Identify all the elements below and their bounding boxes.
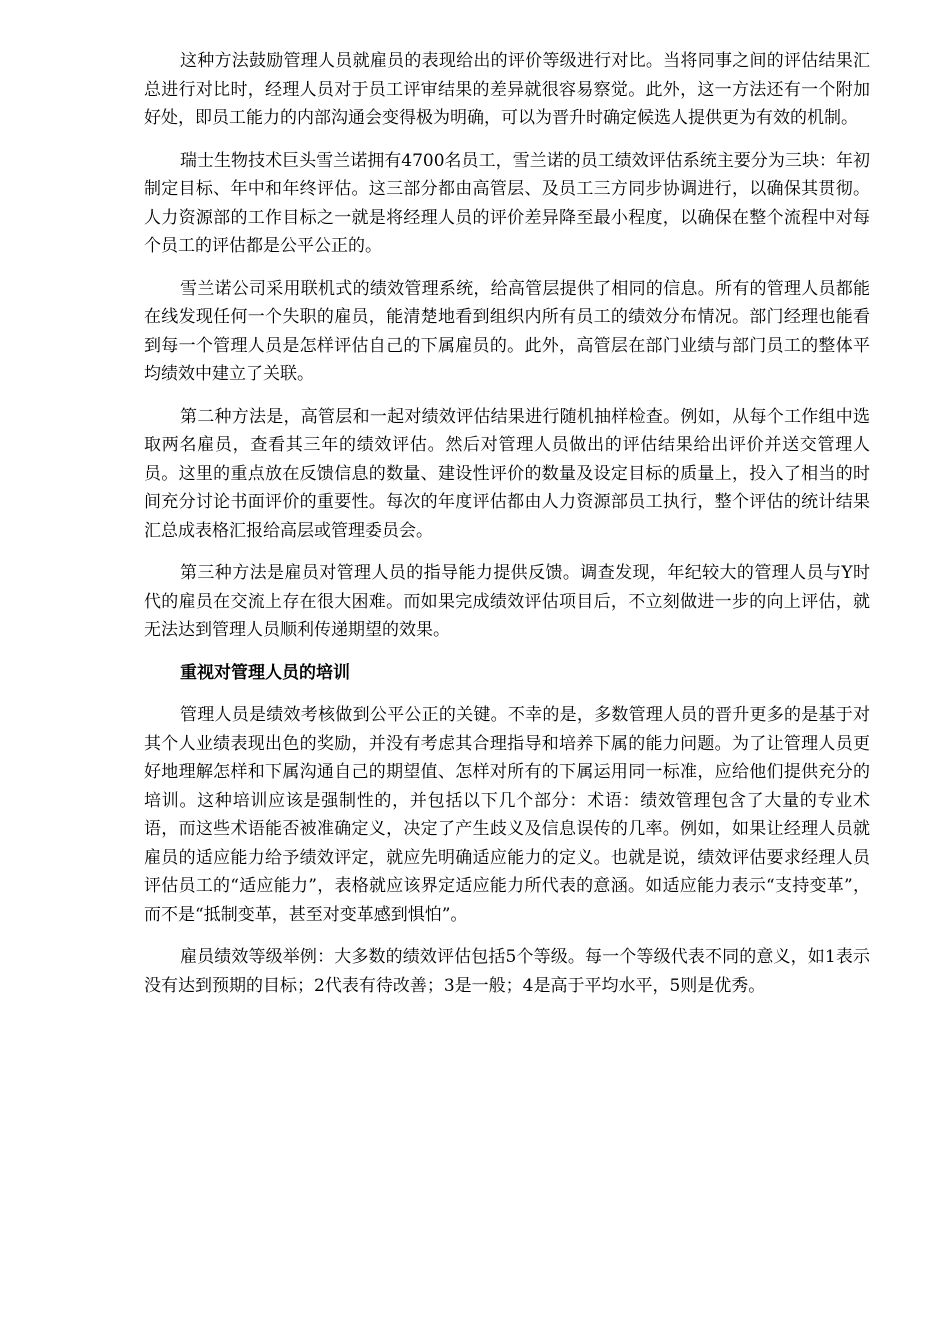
paragraph-peer-comparison: 这种方法鼓励管理人员就雇员的表现给出的评价等级进行对比。当将同事之间的评估结果汇总进行对比时，经理人员对于员工评审结果的差异就很容易察觉。此外，这一方法还有一个附加好处，即员工能力的内部沟通会变得极为明确，可以为晋升时确定候选人提供更为有效的机制。: [144, 51, 870, 128]
paragraph-second-method: 第二种方法是，高管层和一起对绩效评估结果进行随机抽样检查。例如，从每个工作组中选取两名雇员，查看其三年的绩效评估。然后对管理人员做出的评估结果给出评价并送交管理人员。这里的重点放在反馈信息的数量、建设性评价的数量及设定目标的质量上，投入了相当的时间充分讨论书面评价的重要性。每次的年度评估都由人力资源部员工执行，整个评估的统计结果汇总成表格汇报给高层或管理委员会。: [144, 406, 870, 541]
section-heading: 重视对管理人员的培训: [180, 662, 350, 683]
paragraph-serono-overview: 瑞士生物技术巨头雪兰诺拥有4700名员工，雪兰诺的员工绩效评估系统主要分为三块：年初制定目标、年中和年终评估。这三部分都由高管层、及员工三方同步协调进行，以确保其贯彻。人力资源部的工作目标之一就是将经理人员的评价差异降至最小程度，以确保在整个流程中对每个员工的评估都是公平公正的。: [144, 150, 870, 256]
paragraph-online-system: 雪兰诺公司采用联机式的绩效管理系统，给高管层提供了相同的信息。所有的管理人员都能在线发现任何一个失职的雇员，能清楚地看到组织内所有员工的绩效分布情况。部门经理也能看到每一个管理人员是怎样评估自己的下属雇员的。此外，高管层在部门业绩与部门员工的整体平均绩效中建立了关联。: [144, 278, 870, 384]
paragraph-rating-levels: 雇员绩效等级举例：大多数的绩效评估包括5个等级。每一个等级代表不同的意义，如1表示没有达到预期的目标；2代表有待改善；3是一般；4是高于平均水平，5则是优秀。: [144, 947, 870, 996]
document-page: [144, 47, 870, 1014]
paragraph-third-method: 第三种方法是雇员对管理人员的指导能力提供反馈。调查发现，年纪较大的管理人员与Y时代的雇员在交流上存在很大困难。而如果完成绩效评估项目后，不立刻做进一步的向上评估，就无法达到管理人员顺利传递期望的效果。: [144, 563, 870, 640]
paragraph-manager-training: 管理人员是绩效考核做到公平公正的关键。不幸的是，多数管理人员的晋升更多的是基于对其个人业绩表现出色的奖励，并没有考虑其合理指导和培养下属的能力问题。为了让管理人员更好地理解怎样和下属沟通自己的期望值、怎样对所有的下属运用同一标准，应给他们提供充分的培训。这种培训应该是强制性的，并包括以下几个部分：术语：绩效管理包含了大量的专业术语，而这些术语能否被准确定义，决定了产生歧义及信息误传的几率。例如，如果让经理人员就雇员的适应能力给予绩效评定，就应先明确适应能力的定义。也就是说，绩效评估要求经理人员评估员工的“适应能力”，表格就应该界定适应能力所代表的意涵。如适应能力表示“支持变革”，而不是“抵制变革，甚至对变革感到惧怕”。: [144, 705, 870, 925]
